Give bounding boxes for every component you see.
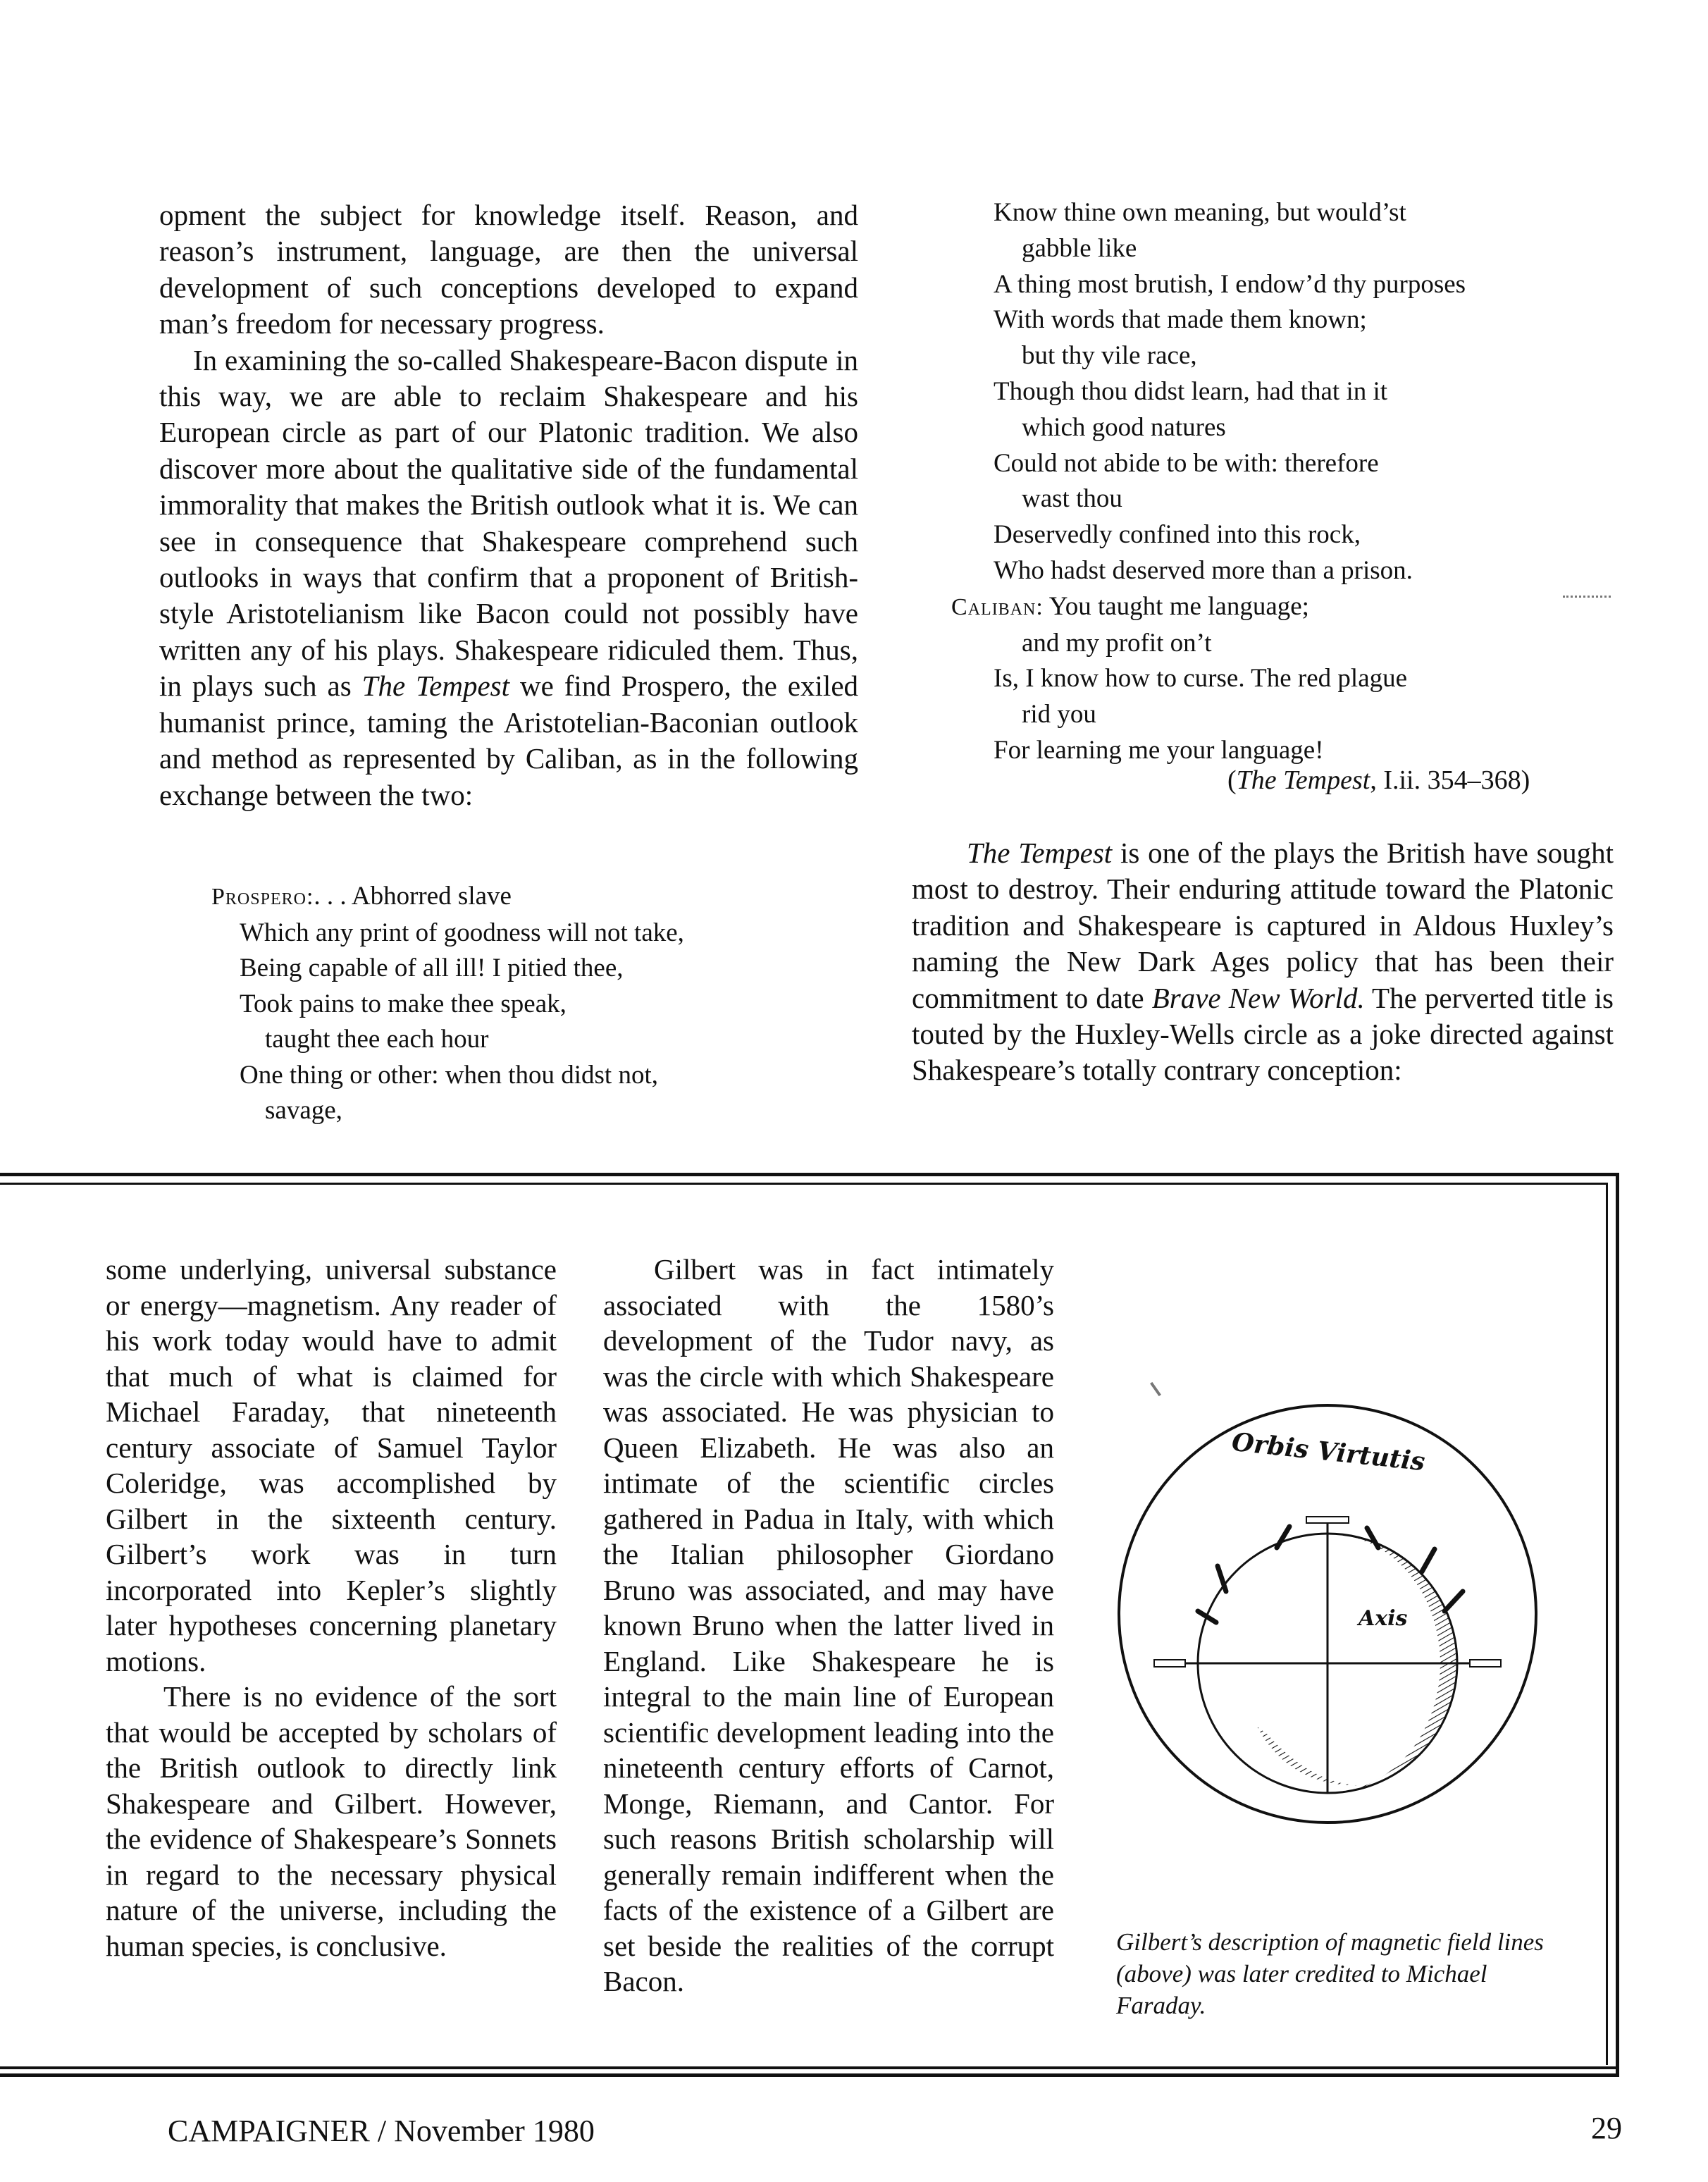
figure-caption: Gilbert’s description of magnetic field lines (above) was later credited to Michael Faraday.: [1116, 1928, 1544, 2019]
left-paragraph-2: [159, 343, 858, 813]
citation: (The Tempest, I.ii. 354–368): [1227, 765, 1530, 795]
footer-publication: CAMPAIGNER / November 1980: [168, 2114, 595, 2148]
right-paragraph-text-2: The perverted title is touted by the Huxley-Wells circle as a joke directed against Shakespeare’s totally contrary conception:: [912, 981, 1614, 1087]
box-paragraph: some underlying, universal substance or energy—magnetism. Any reader of his work today would have to admit that much of what is claimed for Michael Faraday, that nineteenth century associate of Samuel Taylor Coleridge, was accomplished by Gilbert in the sixteenth century. Gilbert’s work was in turn incorporated into Kepler’s slightly later hypotheses concerning planetary motions.: [106, 1253, 557, 1677]
verse-line: [951, 589, 1571, 626]
verse-line: Who hadst deserved more than a prison.: [994, 555, 1413, 585]
verse-line: but thy vile race,: [1022, 341, 1197, 371]
verse-line: gabble like: [1022, 233, 1137, 263]
box-column-1: [106, 1252, 557, 1964]
play-title-tempest: The Tempest: [361, 670, 510, 703]
right-paragraph: [912, 835, 1614, 1089]
verse-line: Being capable of all ill! I pitied thee,: [240, 954, 624, 982]
verse-line: A thing most brutish, I endow’d thy purposes: [994, 269, 1466, 299]
verse-line: [211, 879, 846, 916]
verse-line: wast thou: [1022, 484, 1122, 514]
verse-line: which good natures: [1022, 412, 1226, 442]
verse-line: and my profit on’t: [1022, 628, 1212, 658]
verse-line: Took pains to make thee speak,: [240, 989, 567, 1018]
figure-label-axis: Axis: [1359, 1606, 1408, 1631]
verse-continued: [951, 195, 1571, 769]
left-paragraph-2-end: we find Prospero, the exiled humanist prince, taming the Aristotelian-Baconian outlook and method as represented by Caliban, as in the following exchange between the two:: [159, 670, 859, 811]
right-paragraph-text-1: is one of the plays the British have sought most to destroy. Their enduring attitude toward the Platonic tradition and Shakespeare is captured in Aldous Huxley’s naming the New Dark Ages policy that has been their commitment to date: [912, 837, 1614, 1014]
left-paragraph-2-text: In examining the so-called Shakespeare-Bacon dispute in this way, we are able to reclaim Shakespeare and his European circle as part of our Platonic tradition. We also discover more about the qualitative side of the fundamental immorality that makes the British outlook what it is. We can see in consequence that Shakespeare comprehend such outlooks in ways that confirm that a proponent of British-style Aristotelianism like Bacon could not possibly have written any of his plays. Shakespeare ridiculed them. Thus, in plays such as: [159, 343, 858, 703]
left-paragraph-1: opment the subject for knowledge itself. Reason, and reason’s instrument, language, are then the universal development of such conceptions developed to expand man’s freedom for necessary progress.: [159, 199, 858, 340]
verse-line: Is, I know how to curse. The red plague: [994, 664, 1408, 694]
book-title-brave-new-world: Brave New World.: [1151, 981, 1365, 1014]
verse-line: Could not abide to be with: therefore: [994, 448, 1379, 478]
box-paragraph: There is no evidence of the sort that would be accepted by scholars of the British outlook to directly link Shakespeare and Gilbert. However, the evidence of Shakespeare’s Sonnets in regard to the necessary physical nature of the universe, including the human species, is conclusive.: [106, 1680, 557, 1962]
box-column-2: [603, 1252, 1054, 1999]
left-column: [159, 197, 858, 813]
verse-line: With words that made them known;: [994, 305, 1367, 335]
verse-line: rid you: [1022, 700, 1096, 729]
verse-line: Which any print of goodness will not take,: [240, 918, 684, 947]
play-title-tempest: The Tempest: [967, 837, 1113, 869]
citation-title: The Tempest: [1236, 765, 1370, 795]
verse-line: Know thine own meaning, but would’st: [994, 198, 1406, 227]
verse-line: One thing or other: when thou didst not,: [240, 1060, 658, 1090]
scan-mark: [1563, 596, 1611, 598]
speaker-caliban: Caliban:: [951, 593, 1044, 620]
right-column: [912, 835, 1614, 1089]
box-bottom-rule: [0, 2066, 1619, 2069]
box-paragraph: Gilbert was in fact intimately associated with the 1580’s development of the Tudor navy, as was the circle with which Shakespeare was associated. He was physician to Queen Elizabeth. He was also an intimate of the scientific circles gathered in Padua in Italy, with which the Italian philosopher Giordano Bruno was associated, and may have known Bruno when the latter lived in England. Like Shakespeare he is integral to the main line of European scientific development leading into the nineteenth century efforts of Carnot, Monge, Riemann, and Cantor. For such reasons British scholarship will generally remain indifferent when the facts of the existence of a Gilbert are set beside the realities of the corrupt Bacon.: [603, 1253, 1054, 1997]
citation-ref: , I.ii. 354–368): [1370, 765, 1530, 795]
magnetic-field-diagram: [1091, 1403, 1584, 1825]
verse-line: For learning me your language!: [994, 735, 1324, 765]
page-number: 29: [1591, 2111, 1622, 2145]
verse-line: savage,: [265, 1096, 342, 1125]
speaker-prospero: Prospero:: [211, 884, 314, 910]
box-bottom-rule: [0, 2073, 1619, 2077]
verse-line: taught thee each hour: [265, 1025, 489, 1054]
prospero-quote: [211, 879, 846, 1129]
verse-text: You taught me language;: [1043, 591, 1309, 621]
verse-line: Though thou didst learn, had that in it: [994, 376, 1388, 406]
verse-text: . . . Abhorred slave: [314, 882, 512, 911]
verse-line: Deservedly confined into this rock,: [994, 520, 1361, 550]
figure-label-top: Orbis Virtutis: [1230, 1426, 1427, 1477]
